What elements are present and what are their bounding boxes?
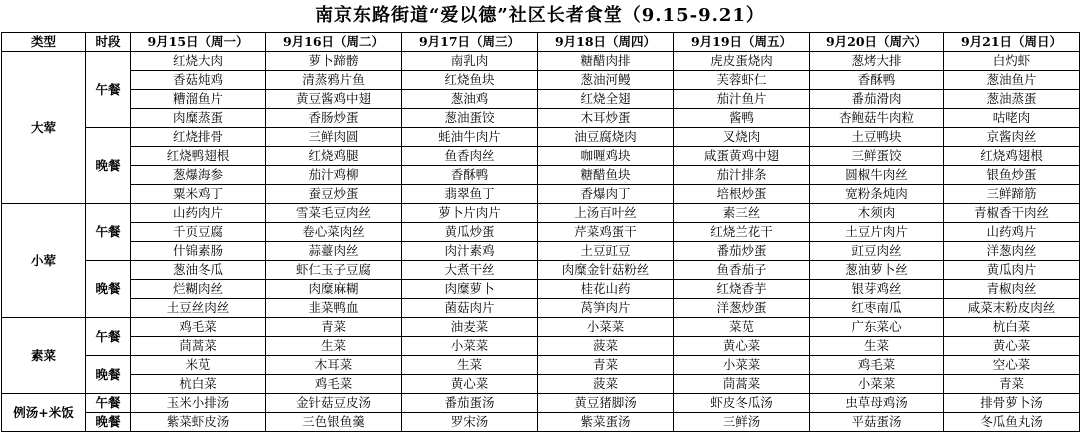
table-row	[2, 166, 1080, 185]
dish-cell: 茄汁鱼片	[674, 90, 810, 109]
header-day: 9月20日（周六）	[810, 33, 944, 52]
dish-cell: 黄瓜炒蛋	[402, 223, 538, 242]
dish-cell: 土豆丝肉丝	[131, 299, 266, 318]
dish-cell: 菌菇肉片	[402, 299, 538, 318]
dish-cell: 土豆豇豆	[538, 242, 674, 261]
dish-cell: 鱼香茄子	[674, 261, 810, 280]
dish-cell: 肉糜萝卜	[402, 280, 538, 299]
dish-cell: 雪菜毛豆肉丝	[266, 204, 402, 223]
dish-cell: 红烧鸭翅根	[131, 147, 266, 166]
table-row	[2, 242, 1080, 261]
page-title: 南京东路街道“爱以德”社区长者食堂（9.15-9.21）	[315, 5, 765, 26]
dish-cell: 萝卜片肉片	[402, 204, 538, 223]
dish-cell: 茼蒿菜	[674, 375, 810, 394]
dish-cell: 黄豆酱鸡中翅	[266, 90, 402, 109]
table-row	[2, 261, 1080, 280]
dish-cell: 土豆片肉片	[810, 223, 944, 242]
dish-cell: 三鲜肉圆	[266, 128, 402, 147]
table-row	[2, 128, 1080, 147]
dish-cell: 红烧香芋	[674, 280, 810, 299]
dish-cell: 红烧鱼块	[402, 71, 538, 90]
header-type: 类型	[2, 33, 86, 52]
dish-cell: 咕咾肉	[944, 109, 1080, 128]
dish-cell: 葱爆海参	[131, 166, 266, 185]
dish-cell: 油麦菜	[402, 318, 538, 337]
table-row	[2, 52, 1080, 71]
table-row	[2, 394, 1080, 413]
dish-cell: 萝卜蹄髈	[266, 52, 402, 71]
dish-cell: 木耳菜	[266, 356, 402, 375]
dish-cell: 蚕豆炒蛋	[266, 185, 402, 204]
dish-cell: 粟米鸡丁	[131, 185, 266, 204]
dish-cell: 豇豆肉丝	[810, 242, 944, 261]
dish-cell: 生菜	[266, 337, 402, 356]
dish-cell: 山药肉片	[131, 204, 266, 223]
dish-cell: 黄心菜	[944, 337, 1080, 356]
dish-cell: 韭菜鸭血	[266, 299, 402, 318]
dish-cell: 黄心菜	[674, 337, 810, 356]
header-day: 9月21日（周日）	[944, 33, 1080, 52]
dish-cell: 小菜菜	[810, 375, 944, 394]
category-cell: 素菜	[2, 318, 86, 394]
dish-cell: 卷心菜肉丝	[266, 223, 402, 242]
dish-cell: 蒜薹肉丝	[266, 242, 402, 261]
dish-cell: 香菇炖鸡	[131, 71, 266, 90]
dish-cell: 银鱼炒蛋	[944, 166, 1080, 185]
dish-cell: 烂糊肉丝	[131, 280, 266, 299]
dish-cell: 肉糜蒸蛋	[131, 109, 266, 128]
dish-cell: 小菜菜	[674, 356, 810, 375]
dish-cell: 素三丝	[674, 204, 810, 223]
header-day: 9月15日（周一）	[131, 33, 266, 52]
meal-cell: 午餐	[86, 318, 131, 356]
dish-cell: 红烧排骨	[131, 128, 266, 147]
dish-cell: 红枣南瓜	[810, 299, 944, 318]
dish-cell: 木须肉	[810, 204, 944, 223]
dish-cell: 鸡毛菜	[131, 318, 266, 337]
dish-cell: 米苋	[131, 356, 266, 375]
dish-cell: 什锦素肠	[131, 242, 266, 261]
dish-cell: 山药鸡片	[944, 223, 1080, 242]
dish-cell: 黄心菜	[402, 375, 538, 394]
table-row	[2, 109, 1080, 128]
dish-cell: 紫菜虾皮汤	[131, 413, 266, 432]
dish-cell: 香酥鸭	[402, 166, 538, 185]
dish-cell: 平菇蛋汤	[810, 413, 944, 432]
dish-cell: 三鲜蛋饺	[810, 147, 944, 166]
meal-cell: 晚餐	[86, 356, 131, 394]
table-row	[2, 375, 1080, 394]
meal-cell: 晚餐	[86, 413, 131, 432]
menu-table	[1, 32, 1080, 432]
table-row	[2, 147, 1080, 166]
dish-cell: 菠菜	[538, 337, 674, 356]
dish-cell: 紫菜蛋汤	[538, 413, 674, 432]
header-day: 9月19日（周五）	[674, 33, 810, 52]
dish-cell: 千页豆腐	[131, 223, 266, 242]
dish-cell: 翡翠鱼丁	[402, 185, 538, 204]
dish-cell: 莴笋肉片	[538, 299, 674, 318]
dish-cell: 木耳炒蛋	[538, 109, 674, 128]
dish-cell: 葱油萝卜丝	[810, 261, 944, 280]
dish-cell: 虫草母鸡汤	[810, 394, 944, 413]
menu-body	[2, 52, 1080, 432]
dish-cell: 空心菜	[944, 356, 1080, 375]
meal-cell: 午餐	[86, 204, 131, 261]
dish-cell: 生菜	[810, 337, 944, 356]
dish-cell: 虾皮冬瓜汤	[674, 394, 810, 413]
dish-cell: 糖醋肉排	[538, 52, 674, 71]
dish-cell: 玉米小排汤	[131, 394, 266, 413]
dish-cell: 红烧全翅	[538, 90, 674, 109]
dish-cell: 红烧大肉	[131, 52, 266, 71]
dish-cell: 金针菇豆皮汤	[266, 394, 402, 413]
dish-cell: 青菜	[266, 318, 402, 337]
dish-cell: 桂花山药	[538, 280, 674, 299]
header-day: 9月17日（周三）	[402, 33, 538, 52]
dish-cell: 青菜	[538, 356, 674, 375]
dish-cell: 鱼香肉丝	[402, 147, 538, 166]
dish-cell: 叉烧肉	[674, 128, 810, 147]
dish-cell: 芹菜鸡蛋干	[538, 223, 674, 242]
dish-cell: 青菜	[944, 375, 1080, 394]
meal-cell: 晚餐	[86, 261, 131, 318]
dish-cell: 黄豆猪脚汤	[538, 394, 674, 413]
meal-cell: 午餐	[86, 394, 131, 413]
dish-cell: 葱油鸡	[402, 90, 538, 109]
dish-cell: 酱鸭	[674, 109, 810, 128]
dish-cell: 红烧鸡腿	[266, 147, 402, 166]
dish-cell: 小菜菜	[402, 337, 538, 356]
dish-cell: 菠菜	[538, 375, 674, 394]
dish-cell: 南乳肉	[402, 52, 538, 71]
dish-cell: 番茄滑肉	[810, 90, 944, 109]
dish-cell: 白灼虾	[944, 52, 1080, 71]
dish-cell: 上汤百叶丝	[538, 204, 674, 223]
dish-cell: 宽粉条炖肉	[810, 185, 944, 204]
header-day: 9月16日（周二）	[266, 33, 402, 52]
dish-cell: 香酥鸭	[810, 71, 944, 90]
dish-cell: 芙蓉虾仁	[674, 71, 810, 90]
dish-cell: 圆椒牛肉丝	[810, 166, 944, 185]
table-row	[2, 337, 1080, 356]
dish-cell: 油豆腐烧肉	[538, 128, 674, 147]
table-row	[2, 185, 1080, 204]
dish-cell: 土豆鸭块	[810, 128, 944, 147]
table-row	[2, 413, 1080, 432]
dish-cell: 蚝油牛肉片	[402, 128, 538, 147]
dish-cell: 广东菜心	[810, 318, 944, 337]
dish-cell: 生菜	[402, 356, 538, 375]
dish-cell: 杏鲍菇牛肉粒	[810, 109, 944, 128]
dish-cell: 咸菜末粉皮肉丝	[944, 299, 1080, 318]
dish-cell: 咖喱鸡块	[538, 147, 674, 166]
dish-cell: 茼蒿菜	[131, 337, 266, 356]
dish-cell: 排骨萝卜汤	[944, 394, 1080, 413]
dish-cell: 葱烤大排	[810, 52, 944, 71]
dish-cell: 葱油蛋饺	[402, 109, 538, 128]
table-row	[2, 90, 1080, 109]
dish-cell: 小菜菜	[538, 318, 674, 337]
table-row	[2, 299, 1080, 318]
dish-cell: 培根炒蛋	[674, 185, 810, 204]
table-row	[2, 223, 1080, 242]
category-cell: 大荤	[2, 52, 86, 204]
dish-cell: 黄瓜肉片	[944, 261, 1080, 280]
table-row	[2, 280, 1080, 299]
dish-cell: 茄汁鸡柳	[266, 166, 402, 185]
table-row	[2, 204, 1080, 223]
dish-cell: 香肠炒蛋	[266, 109, 402, 128]
dish-cell: 鸡毛菜	[266, 375, 402, 394]
header-row	[2, 33, 1080, 52]
header-day: 9月18日（周四）	[538, 33, 674, 52]
dish-cell: 杭白菜	[131, 375, 266, 394]
dish-cell: 糟溜鱼片	[131, 90, 266, 109]
dish-cell: 三鲜汤	[674, 413, 810, 432]
dish-cell: 京酱肉丝	[944, 128, 1080, 147]
dish-cell: 杭白菜	[944, 318, 1080, 337]
dish-cell: 肉糜麻糊	[266, 280, 402, 299]
dish-cell: 番茄炒蛋	[674, 242, 810, 261]
meal-cell: 午餐	[86, 52, 131, 128]
dish-cell: 葱油鱼片	[944, 71, 1080, 90]
dish-cell: 香爆肉丁	[538, 185, 674, 204]
dish-cell: 冬瓜鱼丸汤	[944, 413, 1080, 432]
table-row	[2, 318, 1080, 337]
dish-cell: 大煮干丝	[402, 261, 538, 280]
dish-cell: 洋葱肉丝	[944, 242, 1080, 261]
dish-cell: 咸蛋黄鸡中翅	[674, 147, 810, 166]
dish-cell: 青椒香干肉丝	[944, 204, 1080, 223]
dish-cell: 红烧兰花干	[674, 223, 810, 242]
dish-cell: 葱油冬瓜	[131, 261, 266, 280]
dish-cell: 银芽鸡丝	[810, 280, 944, 299]
dish-cell: 罗宋汤	[402, 413, 538, 432]
dish-cell: 肉糜金针菇粉丝	[538, 261, 674, 280]
table-row	[2, 356, 1080, 375]
dish-cell: 三色银鱼羹	[266, 413, 402, 432]
dish-cell: 葱油河鳗	[538, 71, 674, 90]
dish-cell: 三鲜蹄筋	[944, 185, 1080, 204]
dish-cell: 糖醋鱼块	[538, 166, 674, 185]
dish-cell: 虾仁玉子豆腐	[266, 261, 402, 280]
dish-cell: 洋葱炒蛋	[674, 299, 810, 318]
dish-cell: 茄汁排条	[674, 166, 810, 185]
dish-cell: 青椒肉丝	[944, 280, 1080, 299]
category-cell: 例汤+米饭	[2, 394, 86, 432]
dish-cell: 葱油蒸蛋	[944, 90, 1080, 109]
dish-cell: 清蒸鸦片鱼	[266, 71, 402, 90]
dish-cell: 番茄蛋汤	[402, 394, 538, 413]
table-row	[2, 71, 1080, 90]
dish-cell: 肉汁素鸡	[402, 242, 538, 261]
meal-cell: 晚餐	[86, 128, 131, 204]
dish-cell: 虎皮蛋烧肉	[674, 52, 810, 71]
dish-cell: 菜苋	[674, 318, 810, 337]
header-time: 时段	[86, 33, 131, 52]
dish-cell: 鸡毛菜	[810, 356, 944, 375]
category-cell: 小荤	[2, 204, 86, 318]
dish-cell: 红烧鸡翅根	[944, 147, 1080, 166]
